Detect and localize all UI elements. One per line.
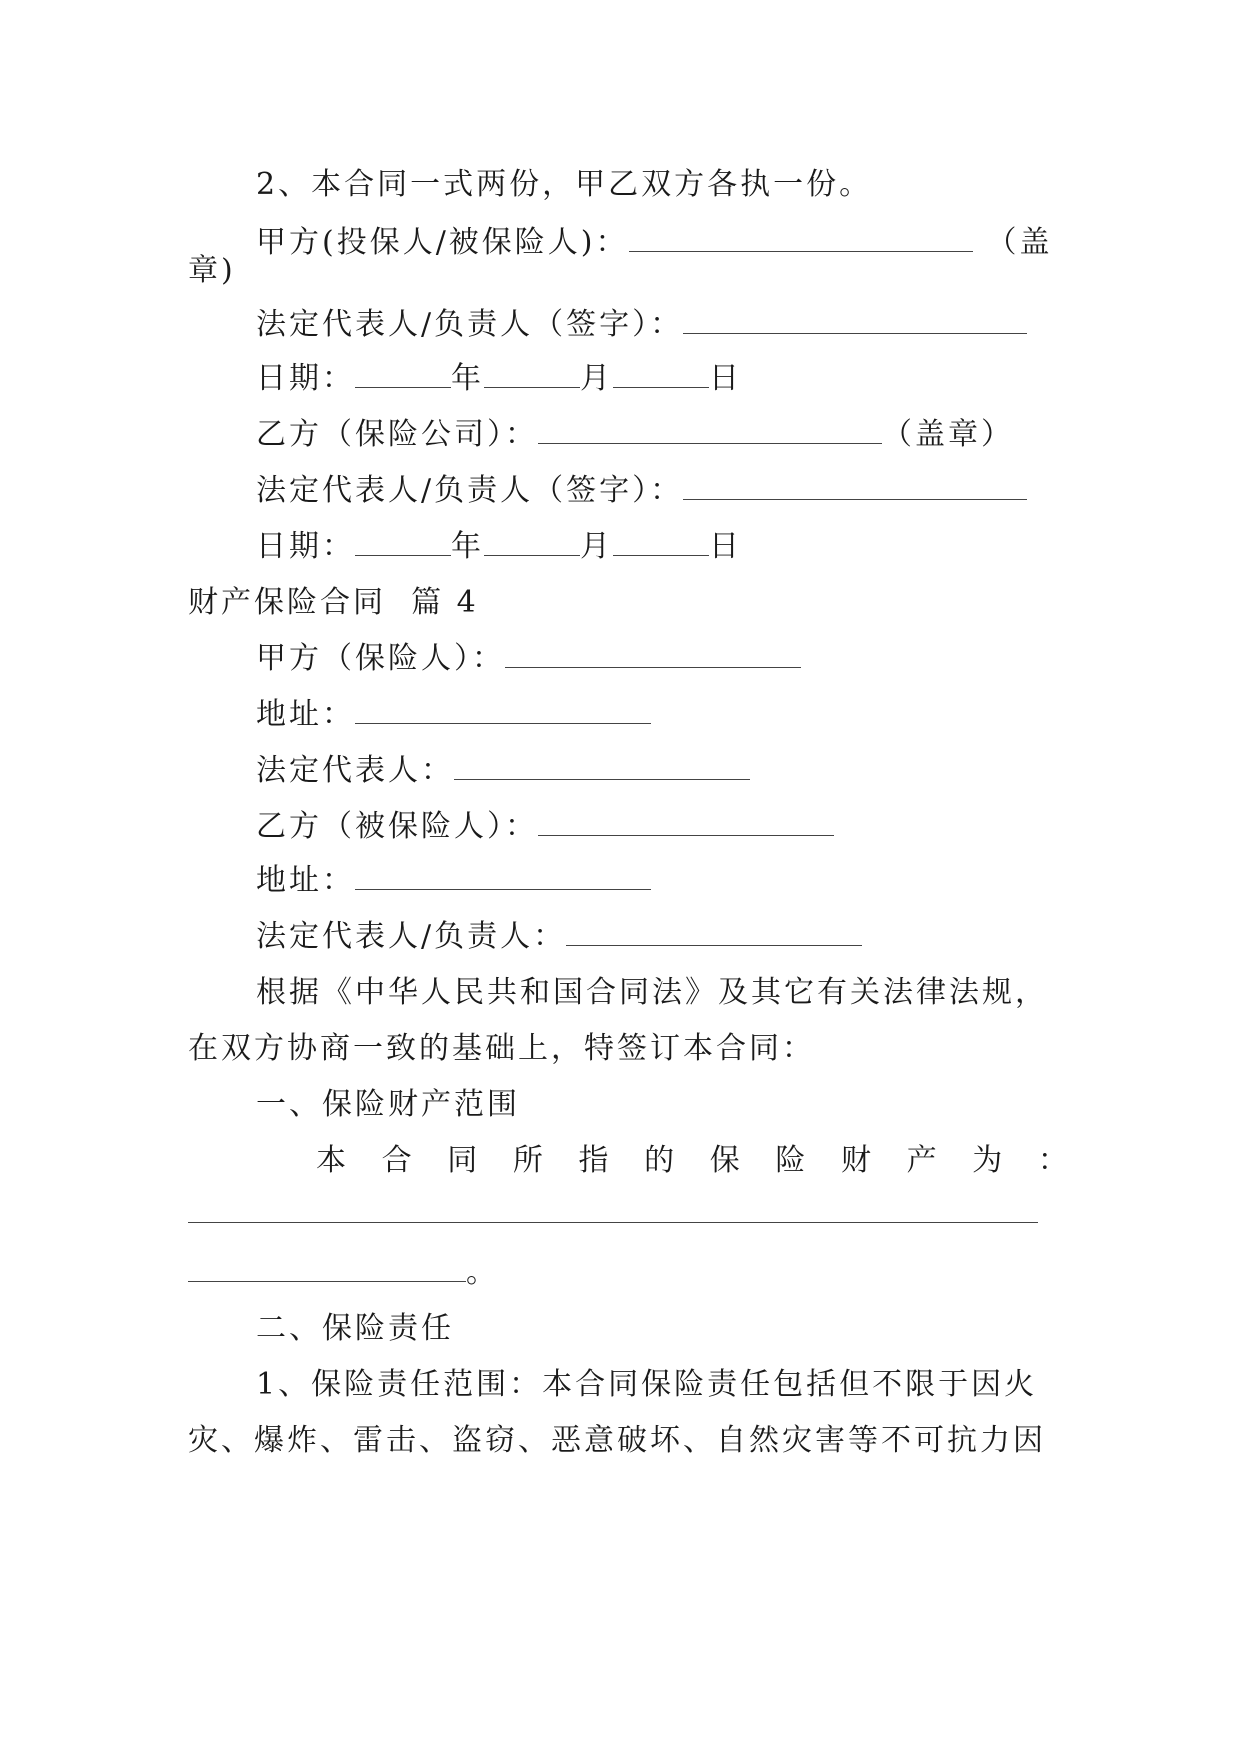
party-a-representative-line: 法定代表人/负责人（签字）：: [188, 296, 1136, 354]
party-a-signature-blank: [683, 303, 1027, 334]
preamble-line-2: 在双方协商一致的基础上，特签订本合同：: [188, 1031, 815, 1066]
insured-blank: [538, 805, 834, 836]
insured-representative-blank: [566, 915, 862, 946]
party-b-date-line: 日期： 年 月 日: [188, 518, 1136, 576]
insured-representative-line: 法定代表人/负责人：: [188, 908, 1136, 966]
property-blank-line: [188, 1222, 1038, 1223]
year-blank: [355, 357, 451, 388]
insured-address-line: 地址：: [188, 852, 1136, 910]
liability-scope-line-2: 灾、爆炸、雷击、盗窃、恶意破坏、自然灾害等不可抗力因: [188, 1423, 1046, 1458]
insured-line: 乙方（被保险人）：: [188, 798, 1136, 856]
insurer-blank: [505, 637, 801, 668]
party-b-name-blank: [538, 413, 882, 444]
section-one-heading: 一、保险财产范围: [256, 1087, 520, 1122]
insured-address-blank: [355, 859, 651, 890]
section-heading: 财产保险合同 篇 4: [188, 585, 479, 620]
clause-copies: 2、本合同一式两份，甲乙双方各执一份。: [256, 167, 873, 202]
day-blank: [613, 525, 709, 556]
property-blank-end-line: 。: [188, 1244, 1068, 1302]
seal-continuation: 章): [188, 253, 236, 288]
section-two-heading: 二、保险责任: [256, 1311, 454, 1346]
party-a-date-line: 日期： 年 月 日: [188, 350, 1136, 408]
insurer-representative-blank: [454, 749, 750, 780]
party-b-representative-line: 法定代表人/负责人（签字）：: [188, 462, 1136, 520]
preamble-line-1: 根据《中华人民共和国合同法》及其它有关法律法规，: [256, 975, 1048, 1010]
party-b-signature-blank: [683, 469, 1027, 500]
insured-property-line: 本 合 同 所 指 的 保 险 财 产 为 ：: [316, 1143, 1068, 1178]
insurer-address-line: 地址：: [188, 686, 1136, 744]
year-blank: [355, 525, 451, 556]
month-blank: [484, 357, 580, 388]
insurer-address-blank: [355, 693, 651, 724]
insurer-representative-line: 法定代表人：: [188, 742, 1136, 800]
liability-scope-line-1: 1、保险责任范围：本合同保险责任包括但不限于因火: [256, 1367, 1038, 1402]
month-blank: [484, 525, 580, 556]
insurer-line: 甲方（保险人）：: [188, 630, 1136, 688]
day-blank: [613, 357, 709, 388]
property-blank-end: [188, 1251, 466, 1282]
party-b-insurer-line: 乙方（保险公司）： （盖章）: [188, 406, 1136, 464]
party-a-insured-line: 甲方(投保人/被保险人)： （盖: [188, 214, 1136, 272]
